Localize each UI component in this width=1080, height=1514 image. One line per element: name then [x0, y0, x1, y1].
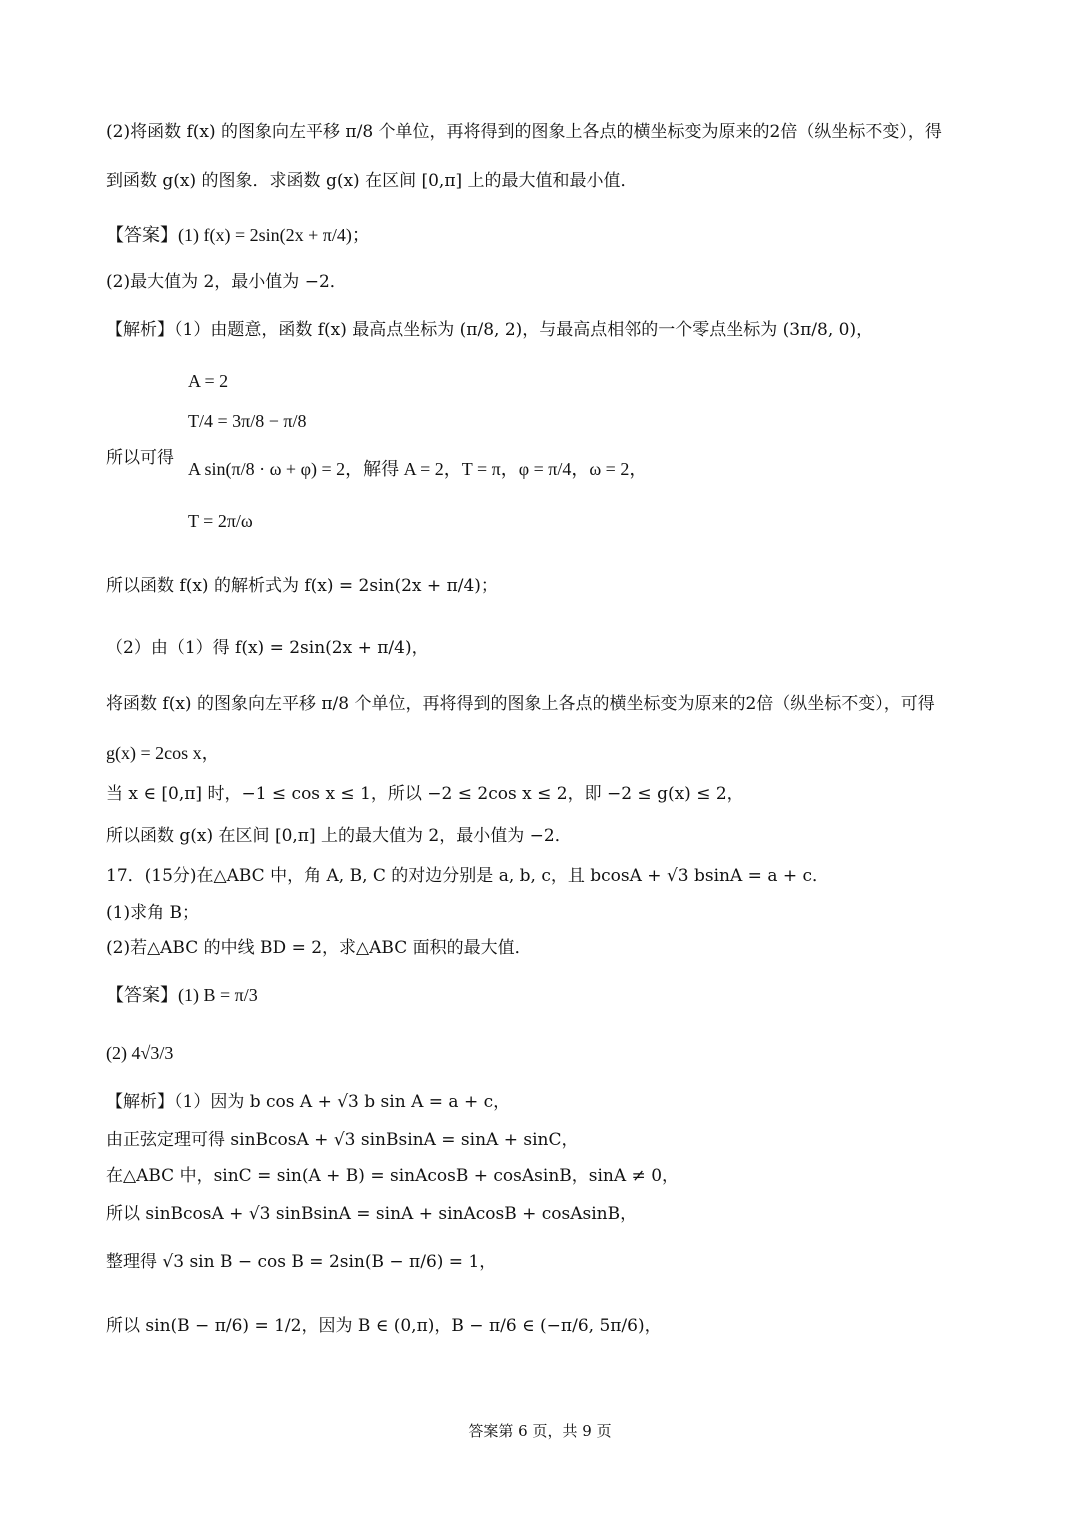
text-line: 所以函数 g(x) 在区间 [0,π] 上的最大值为 2，最小值为 −2．	[106, 826, 572, 846]
equation-line: g(x) = 2cos x，	[106, 743, 220, 763]
text-line: (2)若△ABC 的中线 BD = 2，求△ABC 面积的最大值．	[106, 938, 532, 958]
text-line: (2)将函数 f(x) 的图象向左平移 π/8 个单位，再将得到的图象上各点的横坐标变为原来的2倍（纵坐标不变），得	[106, 122, 942, 142]
equation-line: T = 2π/ω	[188, 511, 253, 531]
text-line: 整理得 √3 sin B − cos B = 2sin(B − π/6) = 1，	[106, 1252, 497, 1272]
text-line: 所以 sin(B − π/6) = 1/2，因为 B ∈ (0,π)，B − π/6 ∈ (−π/6, 5π/6)，	[106, 1316, 662, 1336]
equation-line: A = 2	[188, 371, 229, 391]
text-line: 将函数 f(x) 的图象向左平移 π/8 个单位，再将得到的图象上各点的横坐标变为原来的2倍（纵坐标不变），可得	[106, 694, 935, 714]
text-line: (2)最大值为 2，最小值为 −2．	[106, 272, 347, 292]
page-footer: 答案第 6 页，共 9 页	[468, 1422, 612, 1440]
text-line: 到函数 g(x) 的图象．求函数 g(x) 在区间 [0,π] 上的最大值和最小值．	[106, 171, 638, 191]
text-line: 所以可得	[106, 448, 174, 468]
answer-line: (2) 4√3/3	[106, 1043, 174, 1063]
text-line: 在△ABC 中，sinC = sin(A + B) = sinAcosB + cosAsinB，sinA ≠ 0，	[106, 1166, 680, 1186]
equation-line: A sin(π/8 · ω + φ) = 2，解得 A = 2，T = π，φ = π/4，ω = 2，	[188, 459, 648, 479]
analysis-line: 【解析】（1）由题意，函数 f(x) 最高点坐标为 (π/8, 2)，与最高点相邻的一个零点坐标为 (3π/8, 0)，	[106, 320, 874, 340]
answer-line: 【答案】(1) f(x) = 2sin(2x + π/4)；	[106, 225, 370, 245]
question-title: 17．(15分)在△ABC 中，角 A, B, C 的对边分别是 a, b, c，且 bcosA + √3 bsinA = a + c．	[106, 866, 830, 886]
text-line: 当 x ∈ [0,π] 时，−1 ≤ cos x ≤ 1，所以 −2 ≤ 2cos x ≤ 2，即 −2 ≤ g(x) ≤ 2，	[106, 784, 744, 804]
equation-line: T/4 = 3π/8 − π/8	[188, 411, 307, 431]
text-line: （2）由（1）得 f(x) = 2sin(2x + π/4)，	[106, 638, 429, 658]
text-line: (1)求角 B；	[106, 903, 199, 923]
text-line: 所以函数 f(x) 的解析式为 f(x) = 2sin(2x + π/4)；	[106, 576, 498, 596]
text-line: 所以 sinBcosA + √3 sinBsinA = sinA + sinAcosB + cosAsinB，	[106, 1204, 638, 1224]
text-line: 由正弦定理可得 sinBcosA + √3 sinBsinA = sinA + sinC，	[106, 1130, 579, 1150]
analysis-line: 【解析】（1）因为 b cos A + √3 b sin A = a + c，	[106, 1092, 511, 1112]
answer-line: 【答案】(1) B = π/3	[106, 985, 258, 1005]
